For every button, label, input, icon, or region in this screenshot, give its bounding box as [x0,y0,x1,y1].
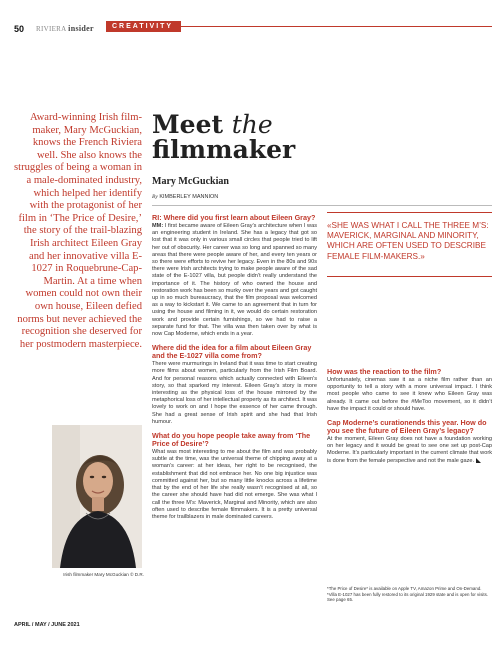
author-credit [152,194,218,200]
question-4: How was the reaction to the film? [327,367,442,376]
article-title [152,112,352,162]
question-5: Cap Moderne’s curationends this year. How do you see the future of Eileen Gray’s legacy? [327,418,487,436]
pull-quote-bottom-rule [327,276,492,277]
portrait-photo [52,425,142,568]
pull-quote-top-rule [327,212,492,213]
footnote-2: *Villa E-1027 has been fully restored to its original 1929 state and is open for visits. See page 65. [327,591,489,603]
pull-quote [327,212,492,277]
question-3: What do you hope people take away from ‘The Price of Desire’? [152,431,311,449]
answer-5-text: At the moment, Eileen Gray does not have a foundation working on her legacy and it would be great to see one set up post-Cap Moderne. It’s particularly important in the current climate that work is done from the female perspective and not the male gaze. [327,436,492,464]
magazine-brand [36,24,94,33]
brand-name: insider [68,24,94,33]
page-number: 50 [14,24,25,34]
photo-caption: Irish filmmaker Mary McGuckian © D.R. [63,572,144,577]
answer-4: Unfortunately, cinemas saw it as a niche film rather than an opportunity to tell a story with a more universal impact. I think most people who came to see it knew who Eileen Gray was already. It came out before the #MeToo movement, so it didn’t have the impact it could or should have. [327,377,492,412]
footnote-1: *The Price of Desire* is available on Apple TV, Amazon Prime and On-Demand. [327,586,482,591]
answer-1-prefix: MM: [152,223,164,229]
title-line1-italic: the [231,110,273,139]
answer-1-text: I first became aware of Eileen Gray’s architecture when I was an engineering student in Ireland. She has a legacy that got so lost that it was only in various small circles that people tried to lift her out of obscurity. Her career was so long and spanned so many areas that there were people aware of her, and every ten years or so there were efforts to revive her legacy. Even in the 80s and 90s there were Irish architects trying to make people aware of the sad state of the E-1027 villa, but people didn’t really understand the importance of it. The history of who owned the house and restoration work has been so murky over the years and got caught up in so much bureaucracy, that the film proposal was welcomed as a way to kickstart it. We came to an agreement that in turn for using the house and filming in it, we would do certain restoration work and provide certain furnishings, so we had to raise a separate fund for that. The villa was then taken over by what is now Cap Moderne, which ends in a year. [152,223,317,338]
title-divider [152,205,492,206]
author-by: By [152,194,158,200]
intro-text: Award-winning Irish film-maker, Mary McGuckian, knows the French Riviera well. She also knows the struggles of being a woman in a male-dominated industry, which helped her identify with the protagonist of her film in ‘The Price of Desire,’ the story of the trail-blazing Irish architect Eileen Gray and her innovative villa E-1027 in Roquebrune-Cap-Martin. At a time when women could not own their own house, Eileen defied norms but never achieved the recognition she deserved for her postmodern masterpiece. [14,112,142,350]
answer-2: There were murmurings in Ireland that it was time to start creating more films about women, particularly from the Irish Film Board. And for personal reasons which actually connected with Eileen’s story, so that sparked my interest. Eileen Gray’s story is more interesting as the physical loss of the house mirrored by the metaphorical loss of her intellectual property as its architect. It was lovely to work on and I hope the essence of her came through. She had a great sense of Irish spirit and she had that Irish humour. [152,361,317,425]
question-2: Where did the idea for a film about Eileen Gray and the E-1027 villa come from? [152,343,312,361]
article-column-2 [327,368,492,465]
question-1: RI: Where did you first learn about Eileen Gray? [152,213,316,222]
section-tag: CREATIVITY [106,21,181,32]
issue-date: APRIL / MAY / JUNE 2021 [14,622,80,628]
portrait-illustration [52,425,142,568]
answer-3: What was most interesting to me about the film and was probably subtle at the time, was the universal theme of chipping away at a woman’s career: at her ideas, her right to be recognised, the establishment that did not embrace her. No one big injustice was committed against her, but so many little knocks across a lifetime that by the end of her life she really wasn’t recognised at all, so the career she should have had did not emerge. She was what I call the three M’s: Maverick, Marginal and Minority, which are also often used to describe female filmmakers. It is a pretty universal theme for trailblazers in male dominated careers. [152,449,317,520]
answer-1 [152,223,317,338]
article-column-1 [152,214,317,521]
footnotes [327,586,492,603]
subject-name: Mary McGuckian [152,176,229,187]
answer-5 [327,436,492,465]
pull-quote-text: «SHE WAS WHAT I CALL THE THREE M’S: MAVERICK, MARGINAL AND MINORITY, WHICH ARE OFTEN USED TO DESCRIBE FEMALE FILM-MAKERS.» [327,221,489,261]
brand-prefix: RIVIERA [36,25,67,33]
title-line2: filmmaker [152,135,296,164]
header-divider [176,26,492,27]
end-mark-icon [476,458,481,463]
author-name: KIMBERLEY MANNION [159,194,219,200]
title-line1: Meet [152,110,224,139]
